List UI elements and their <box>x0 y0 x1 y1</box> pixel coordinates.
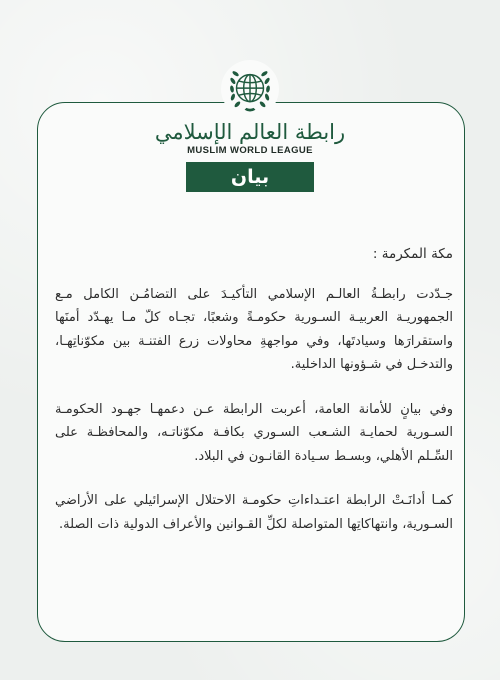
globe-wreath-icon <box>221 60 279 118</box>
dateline: مكة المكرمة : <box>372 246 453 262</box>
paragraph-3: كمـا أدانَـتْ الرابطة اعتـداءاتِ حكومـة الاحتلال الإسرائيلي على الأراضي السـورية، وانتهاكاتِها المتواصلة لكلِّ القـوانين والأعراف الدولية ذات الصلة. <box>55 493 453 532</box>
statement-body <box>55 243 453 557</box>
org-name-arabic: رابطة العالم الإسلامي <box>154 120 346 144</box>
letterhead <box>0 60 500 192</box>
org-name-english: MUSLIM WORLD LEAGUE <box>187 145 313 156</box>
paragraph-1: جـدّدت رابطـةُ العالـم الإسلامي التأكيـدَ على التضامُـن الكامل مـع الجمهوريـة العربيـة السـورية حكومـةً وشعبًا، تجـاه كلّ مـا يهـدّد أمنَها واستقرارَها وسيادتَها، وفي مواجهةِ محاولات زرع الفتنـة بين مكوّناتِهـا، والتدخـل في شـؤونها الداخلية. <box>55 286 453 372</box>
statement-badge: بيان <box>186 162 314 192</box>
paragraph-2: وفي بيانٍ للأمانة العامة، أعربت الرابطة عـن دعمهـا جهـود الحكومـة السـورية لحمايـة الشـعب السـوري بكافـة مكوّناتـه، والمحافظـة على السِّـلم الأهلي، وبسـط سـيادة القانـون في البلاد. <box>55 401 453 464</box>
